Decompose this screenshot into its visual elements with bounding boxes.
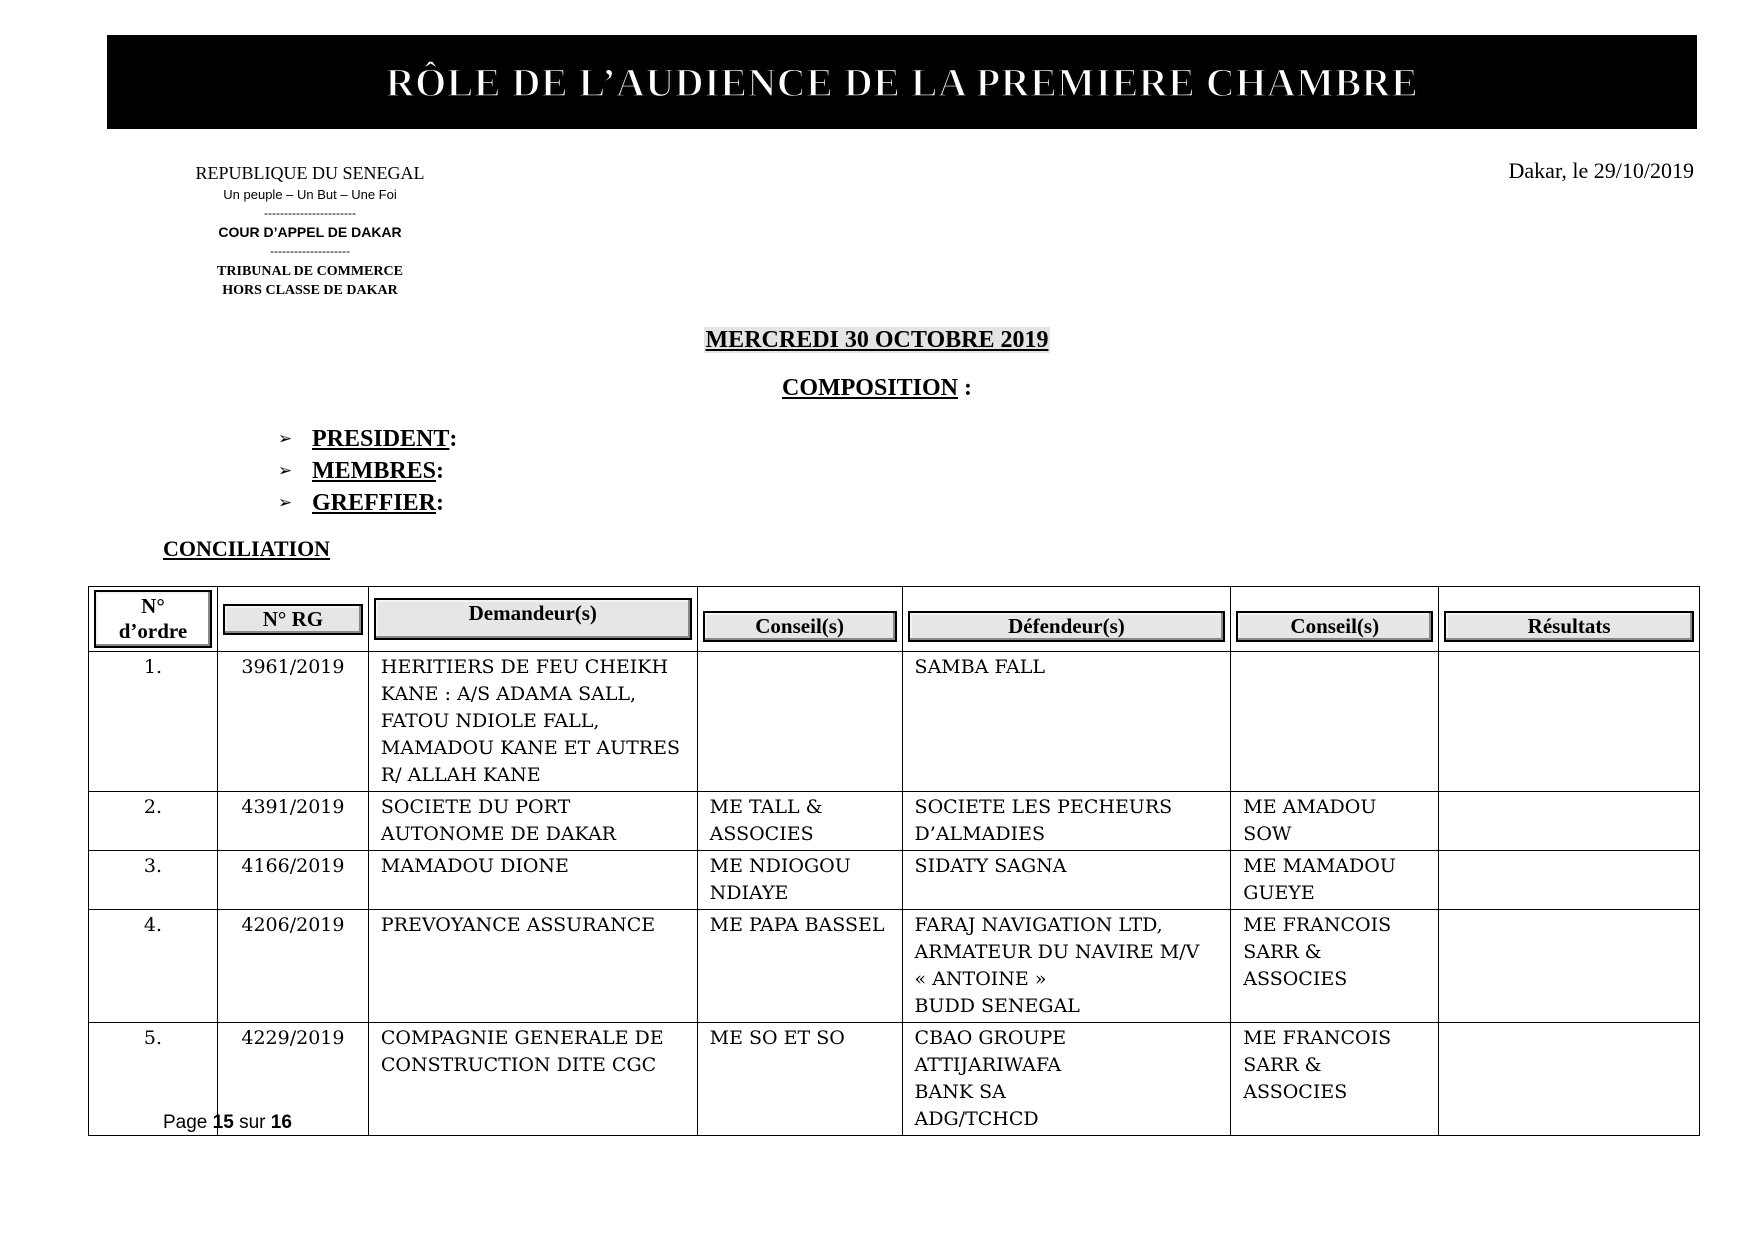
col-header-rg: N° RG xyxy=(217,587,368,652)
role-label: GREFFIER xyxy=(312,490,437,516)
composition-heading xyxy=(0,375,1754,402)
cell-conseil: ME AMADOU SOW xyxy=(1231,792,1439,851)
cell-rg: 3961/2019 xyxy=(217,652,368,792)
page-footer: Page 15 sur 16 xyxy=(163,1112,292,1133)
col-header-ordre: N° d’ordre xyxy=(89,587,218,652)
table-row xyxy=(89,1023,1700,1136)
cell-demandeurs: MAMADOU DIONE xyxy=(368,851,697,910)
role-label: MEMBRES xyxy=(312,458,437,484)
arrow-bullet-icon: ➢ xyxy=(278,461,293,481)
separator: ----------------------- xyxy=(264,206,356,220)
cell-ordre: 2. xyxy=(89,792,218,851)
cell-conseil xyxy=(1231,652,1439,792)
cell-defendeurs: CBAO GROUPE ATTIJARIWAFA BANK SA ADG/TCHCD xyxy=(902,1023,1231,1136)
cell-demandeurs: SOCIETE DU PORT AUTONOME DE DAKAR xyxy=(368,792,697,851)
document-date: Dakar, le 29/10/2019 xyxy=(1508,158,1694,183)
composition-label: COMPOSITION xyxy=(781,375,958,401)
cell-conseil: ME FRANCOIS SARR & ASSOCIES xyxy=(1231,910,1439,1023)
col-header-defendeurs: Défendeur(s) xyxy=(902,587,1231,652)
cell-rg: 4166/2019 xyxy=(217,851,368,910)
col-header-conseil: Conseil(s) xyxy=(697,587,902,652)
composition-role xyxy=(278,455,457,487)
cell-conseil: ME PAPA BASSEL xyxy=(697,910,902,1023)
cell-resultats xyxy=(1439,851,1700,910)
session-date xyxy=(0,327,1754,354)
arrow-bullet-icon: ➢ xyxy=(278,429,293,449)
cell-conseil: ME MAMADOU GUEYE xyxy=(1231,851,1439,910)
tribunal-line-2: HORS CLASSE DE DAKAR xyxy=(222,283,398,298)
cell-demandeurs: PREVOYANCE ASSURANCE xyxy=(368,910,697,1023)
table-row xyxy=(89,652,1700,792)
cell-resultats xyxy=(1439,1023,1700,1136)
role-suffix: : xyxy=(436,458,445,484)
cell-rg: 4391/2019 xyxy=(217,792,368,851)
total-pages: 16 xyxy=(270,1112,292,1133)
role-label: PRESIDENT xyxy=(312,426,450,452)
separator: -------------------- xyxy=(270,244,350,258)
tribunal-line-1: TRIBUNAL DE COMMERCE xyxy=(217,264,403,279)
cell-rg: 4206/2019 xyxy=(217,910,368,1023)
col-header-demandeurs: Demandeur(s) xyxy=(368,587,697,652)
cell-ordre: 1. xyxy=(89,652,218,792)
cell-defendeurs: SIDATY SAGNA xyxy=(902,851,1231,910)
composition-role xyxy=(278,487,457,519)
cell-demandeurs: COMPAGNIE GENERALE DE CONSTRUCTION DITE CGC xyxy=(368,1023,697,1136)
cell-conseil: ME FRANCOIS SARR & ASSOCIES xyxy=(1231,1023,1439,1136)
cell-conseil: ME SO ET SO xyxy=(697,1023,902,1136)
session-date-text: MERCREDI 30 OCTOBRE 2019 xyxy=(705,327,1049,353)
arrow-bullet-icon: ➢ xyxy=(278,493,293,513)
composition-role xyxy=(278,423,457,455)
hearing-roll-table xyxy=(88,586,1700,1136)
cell-rg: 4229/2019 xyxy=(217,1023,368,1136)
table-row xyxy=(89,792,1700,851)
cell-ordre: 3. xyxy=(89,851,218,910)
cell-defendeurs: FARAJ NAVIGATION LTD, ARMATEUR DU NAVIRE M/V « ANTOINE » BUDD SENEGAL xyxy=(902,910,1231,1023)
col-header-conseil: Conseil(s) xyxy=(1231,587,1439,652)
cell-defendeurs: SOCIETE LES PECHEURS D’ALMADIES xyxy=(902,792,1231,851)
col-header-resultats: Résultats xyxy=(1439,587,1700,652)
cell-demandeurs: HERITIERS DE FEU CHEIKH KANE : A/S ADAMA SALL, FATOU NDIOLE FALL, MAMADOU KANE ET AUTRES R/ ALLAH KANE xyxy=(368,652,697,792)
role-suffix: : xyxy=(449,426,458,452)
title-banner xyxy=(107,35,1697,129)
cell-resultats xyxy=(1439,652,1700,792)
tribunal-name xyxy=(160,262,460,300)
cell-conseil xyxy=(697,652,902,792)
table-row xyxy=(89,851,1700,910)
cell-defendeurs: SAMBA FALL xyxy=(902,652,1231,792)
cell-conseil: ME TALL & ASSOCIES xyxy=(697,792,902,851)
cell-resultats xyxy=(1439,910,1700,1023)
republic-name: REPUBLIQUE DU SENEGAL xyxy=(195,163,425,183)
institution-header xyxy=(160,163,460,300)
national-motto: Un peuple – Un But – Une Foi xyxy=(223,187,397,202)
table-header-row xyxy=(89,587,1700,652)
cell-resultats xyxy=(1439,792,1700,851)
role-suffix: : xyxy=(436,490,445,516)
cell-conseil: ME NDIOGOU NDIAYE xyxy=(697,851,902,910)
court-name: COUR D’APPEL DE DAKAR xyxy=(218,224,402,240)
section-title: CONCILIATION xyxy=(163,536,331,561)
current-page: 15 xyxy=(212,1112,234,1133)
cell-ordre: 4. xyxy=(89,910,218,1023)
composition-suffix: : xyxy=(958,375,972,401)
composition-list xyxy=(278,423,457,519)
table-row xyxy=(89,910,1700,1023)
cell-ordre: 5. xyxy=(89,1023,218,1136)
page-title: RÔLE DE L’AUDIENCE DE LA PREMIERE CHAMBRE xyxy=(385,59,1419,105)
